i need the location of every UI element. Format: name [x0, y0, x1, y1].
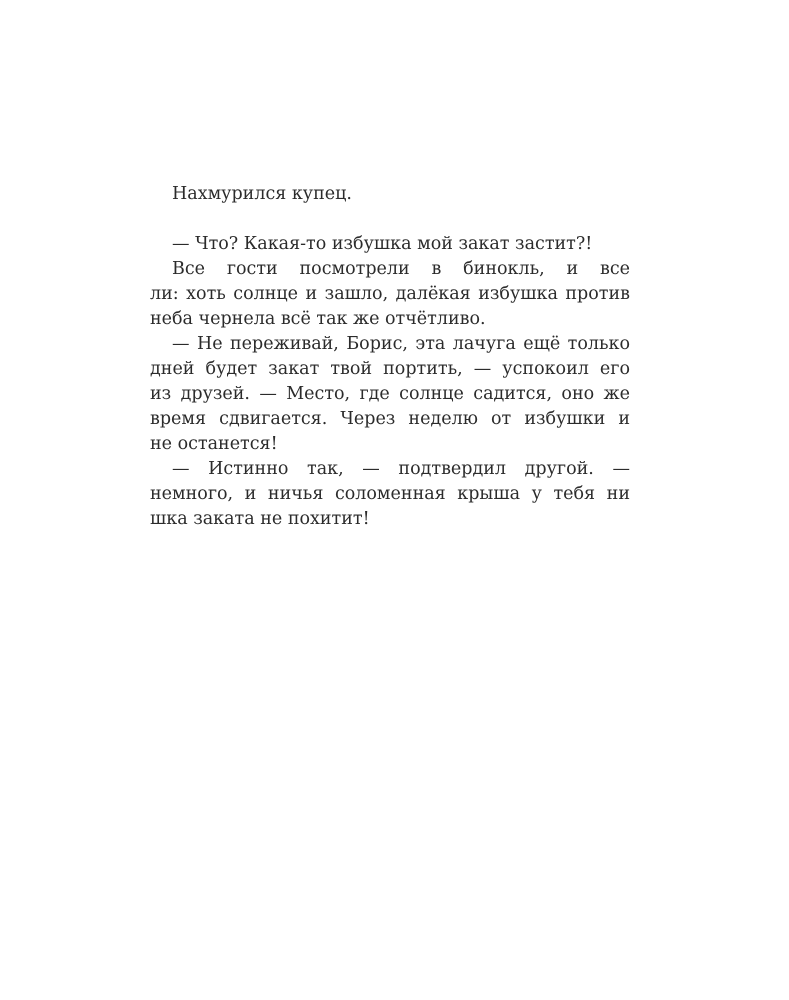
blank-line — [150, 207, 630, 232]
paragraph-line: Все гости посмотрели в бинокль, и все — [172, 259, 630, 279]
paragraph-line: Нахмурился купец. — [172, 184, 352, 204]
paragraph-line: шка заката не похитит! — [150, 509, 370, 529]
paragraph-line: ли: хоть солнце и зашло, далёкая избушка против — [150, 284, 630, 304]
page-text — [150, 182, 630, 532]
paragraph-line: — Что? Какая-то избушка мой закат застит?! — [172, 234, 593, 254]
paragraph-line: не останется! — [150, 434, 278, 454]
paragraph-line: дней будет закат твой портить, — успокоил его — [150, 359, 630, 379]
paragraph-line: неба чернела всё так же отчётливо. — [150, 309, 486, 329]
paragraph-line: — Не переживай, Борис, эта лачуга ещё только — [172, 334, 630, 354]
paragraph-line: — Истинно так, — подтвердил другой. — — [172, 459, 630, 479]
paragraph-line: немного, и ничья соломенная крыша у тебя ни — [150, 484, 630, 504]
paragraph-line: время сдвигается. Через неделю от избушки и — [150, 409, 630, 429]
paragraph-line: из друзей. — Место, где солнце садится, оно же — [150, 384, 630, 404]
